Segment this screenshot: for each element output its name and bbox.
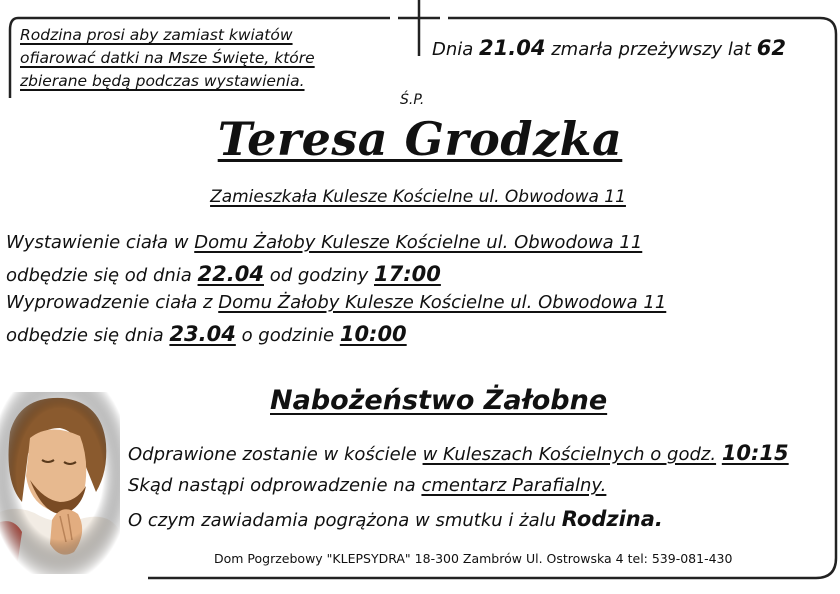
sp-abbreviation: Ś.P. bbox=[400, 92, 425, 108]
death-age: 62 bbox=[756, 36, 786, 60]
residence-address-text: Zamieszkała Kulesze Kościelne ul. Obwodowa 11 bbox=[210, 187, 626, 207]
viewing-date-prefix: odbędzie się od dnia bbox=[6, 265, 192, 286]
deceased-name-text: Teresa Grodzka bbox=[217, 112, 623, 166]
cemetery-name: cmentarz Parafialny. bbox=[421, 475, 607, 496]
family-request-note bbox=[20, 24, 360, 93]
departure-date-prefix: odbędzie się dnia bbox=[6, 325, 164, 346]
departure-time-prefix: o godzinie bbox=[241, 325, 335, 346]
service-church-place: w Kuleszach Kościelnych o godz. bbox=[422, 444, 717, 465]
service-line-3 bbox=[128, 507, 663, 531]
praying-jesus-image bbox=[0, 392, 120, 574]
viewing-line-1 bbox=[6, 232, 642, 253]
death-date: 21.04 bbox=[479, 36, 546, 60]
viewing-prefix: Wystawienie ciała w bbox=[6, 232, 189, 253]
note-line-1: Rodzina prosi aby zamiast kwiatów bbox=[20, 26, 293, 44]
service-line-2 bbox=[128, 475, 606, 496]
service-title: Nabożeństwo Żałobne bbox=[270, 385, 608, 416]
departure-line-1 bbox=[6, 292, 666, 313]
viewing-place: Domu Żałoby Kulesze Kościelne ul. Obwodowa 11 bbox=[194, 232, 643, 253]
funeral-home-footer: Dom Pogrzebowy "KLEPSYDRA" 18-300 Zambrów Ul. Ostrowska 4 tel: 539-081-430 bbox=[214, 551, 733, 566]
cemetery-prefix: Skąd nastąpi odprowadzenie na bbox=[128, 475, 416, 496]
viewing-date: 22.04 bbox=[197, 262, 264, 286]
departure-date: 23.04 bbox=[169, 322, 236, 346]
note-line-3: zbierane będą podczas wystawienia. bbox=[20, 72, 305, 90]
departure-place: Domu Żałoby Kulesze Kościelne ul. Obwodowa 11 bbox=[218, 292, 667, 313]
viewing-time: 17:00 bbox=[374, 262, 441, 286]
service-line-1 bbox=[128, 441, 789, 465]
death-middle: zmarła przeżywszy lat bbox=[551, 39, 752, 60]
residence-address bbox=[0, 187, 836, 207]
service-time: 10:15 bbox=[721, 441, 789, 465]
death-info bbox=[432, 36, 786, 60]
note-line-2: ofiarować datki na Msze Święte, które bbox=[20, 49, 315, 67]
death-prefix: Dnia bbox=[432, 39, 474, 60]
deceased-name bbox=[0, 112, 840, 166]
service-church-prefix: Odprawione zostanie w kościele bbox=[128, 444, 417, 465]
viewing-line-2 bbox=[6, 262, 441, 286]
viewing-time-prefix: od godziny bbox=[269, 265, 369, 286]
departure-line-2 bbox=[6, 322, 407, 346]
departure-time: 10:00 bbox=[339, 322, 407, 346]
family-signature: Rodzina. bbox=[561, 507, 663, 531]
family-notice-prefix: O czym zawiadamia pogrążona w smutku i żalu bbox=[128, 510, 557, 531]
departure-prefix: Wyprowadzenie ciała z bbox=[6, 292, 213, 313]
